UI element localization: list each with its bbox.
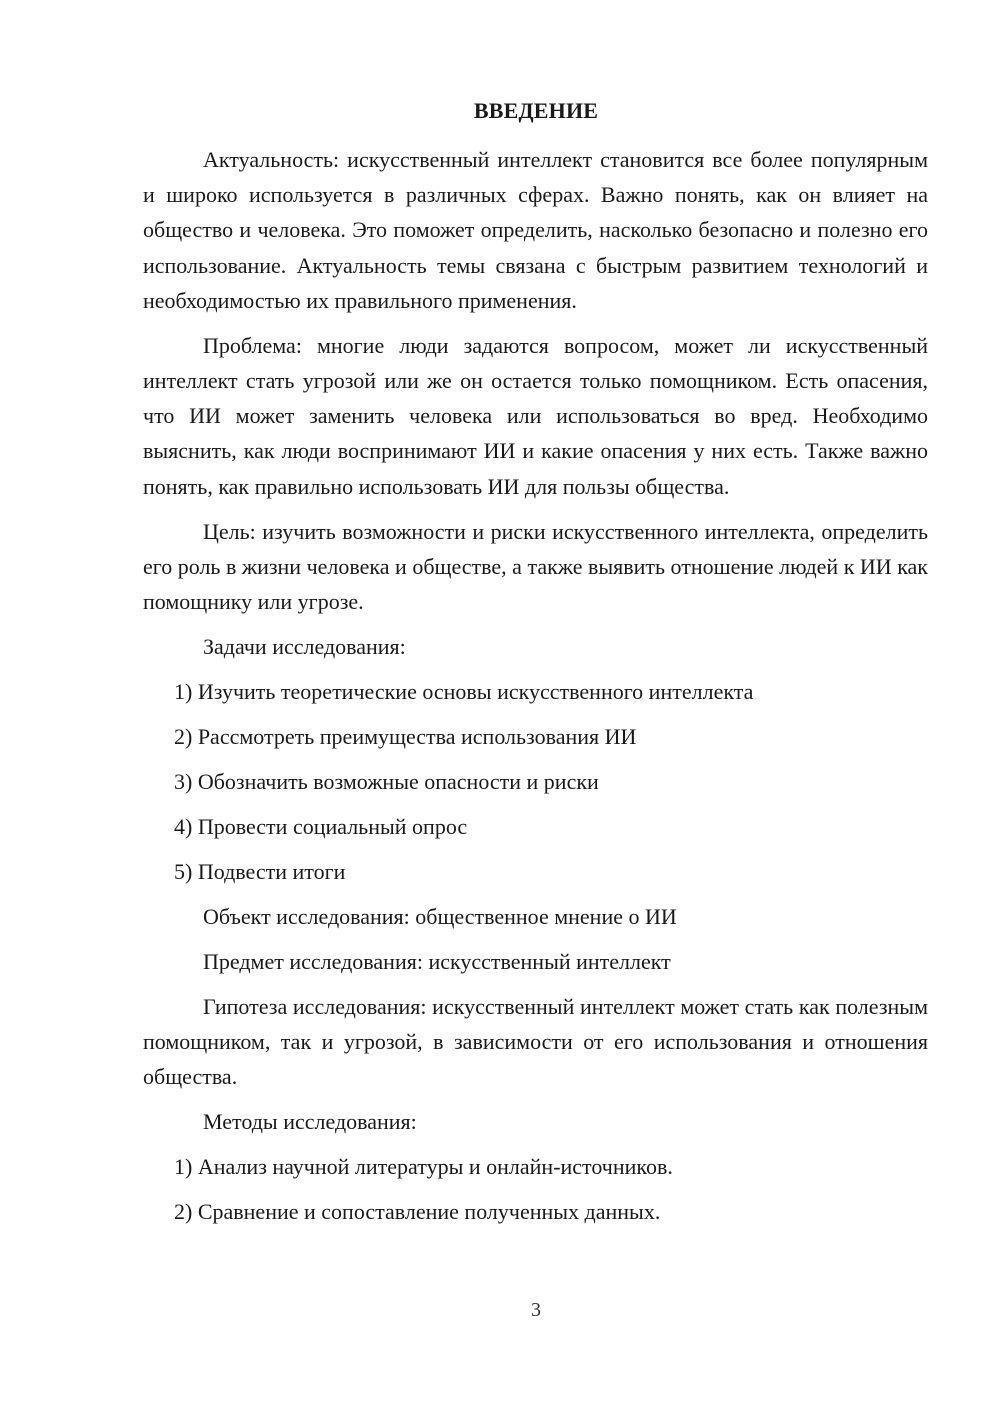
task-item: 2) Рассмотреть преимущества использования ИИ <box>174 724 637 750</box>
tasks-heading: Задачи исследования: <box>203 634 406 660</box>
goal-paragraph: Цель: изучить возможности и риски искусственного интеллекта, определить его роль в жизни человека и обществе, а также выявить отношение людей к ИИ как помощнику или угрозе. <box>143 518 928 615</box>
method-item: 1) Анализ научной литературы и онлайн-источников. <box>174 1154 673 1180</box>
task-item: 5) Подвести итоги <box>174 859 346 885</box>
research-object: Объект исследования: общественное мнение о ИИ <box>203 904 677 930</box>
hypothesis-paragraph: Гипотеза исследования: искусственный интеллект может стать как полезным помощником, так и угрозой, в зависимости от его использования и отношения общества. <box>143 994 928 1090</box>
page-title: ВВЕДЕНИЕ <box>473 98 599 123</box>
methods-heading: Методы исследования: <box>203 1109 417 1135</box>
relevance-paragraph: Актуальность: искусственный интеллект становится все более популярным и широко используется в различных сферах. Важно понять, как он влияет на общество и человека. Это поможет определить, насколько безопасно и полезно его использование. Актуальность темы связана с быстрым развитием технологий и необходимостью их правильного применения. <box>143 147 928 313</box>
task-item: 4) Провести социальный опрос <box>174 814 468 840</box>
page-number: 3 <box>531 1299 541 1321</box>
research-subject: Предмет исследования: искусственный интеллект <box>203 949 671 975</box>
task-item: 1) Изучить теоретические основы искусственного интеллекта <box>174 679 754 705</box>
page-body <box>143 142 928 1239</box>
method-item: 2) Сравнение и сопоставление полученных данных. <box>174 1199 661 1225</box>
problem-paragraph: Проблема: многие люди задаются вопросом, может ли искусственный интеллект стать угрозой или же он остается только помощником. Есть опасения, что ИИ может заменить человека или использоваться во вред. Необходимо выяснить, как люди воспринимают ИИ и какие опасения у них есть. Также важно понять, как правильно использовать ИИ для пользы общества. <box>143 332 928 499</box>
task-item: 3) Обозначить возможные опасности и риски <box>174 769 599 795</box>
